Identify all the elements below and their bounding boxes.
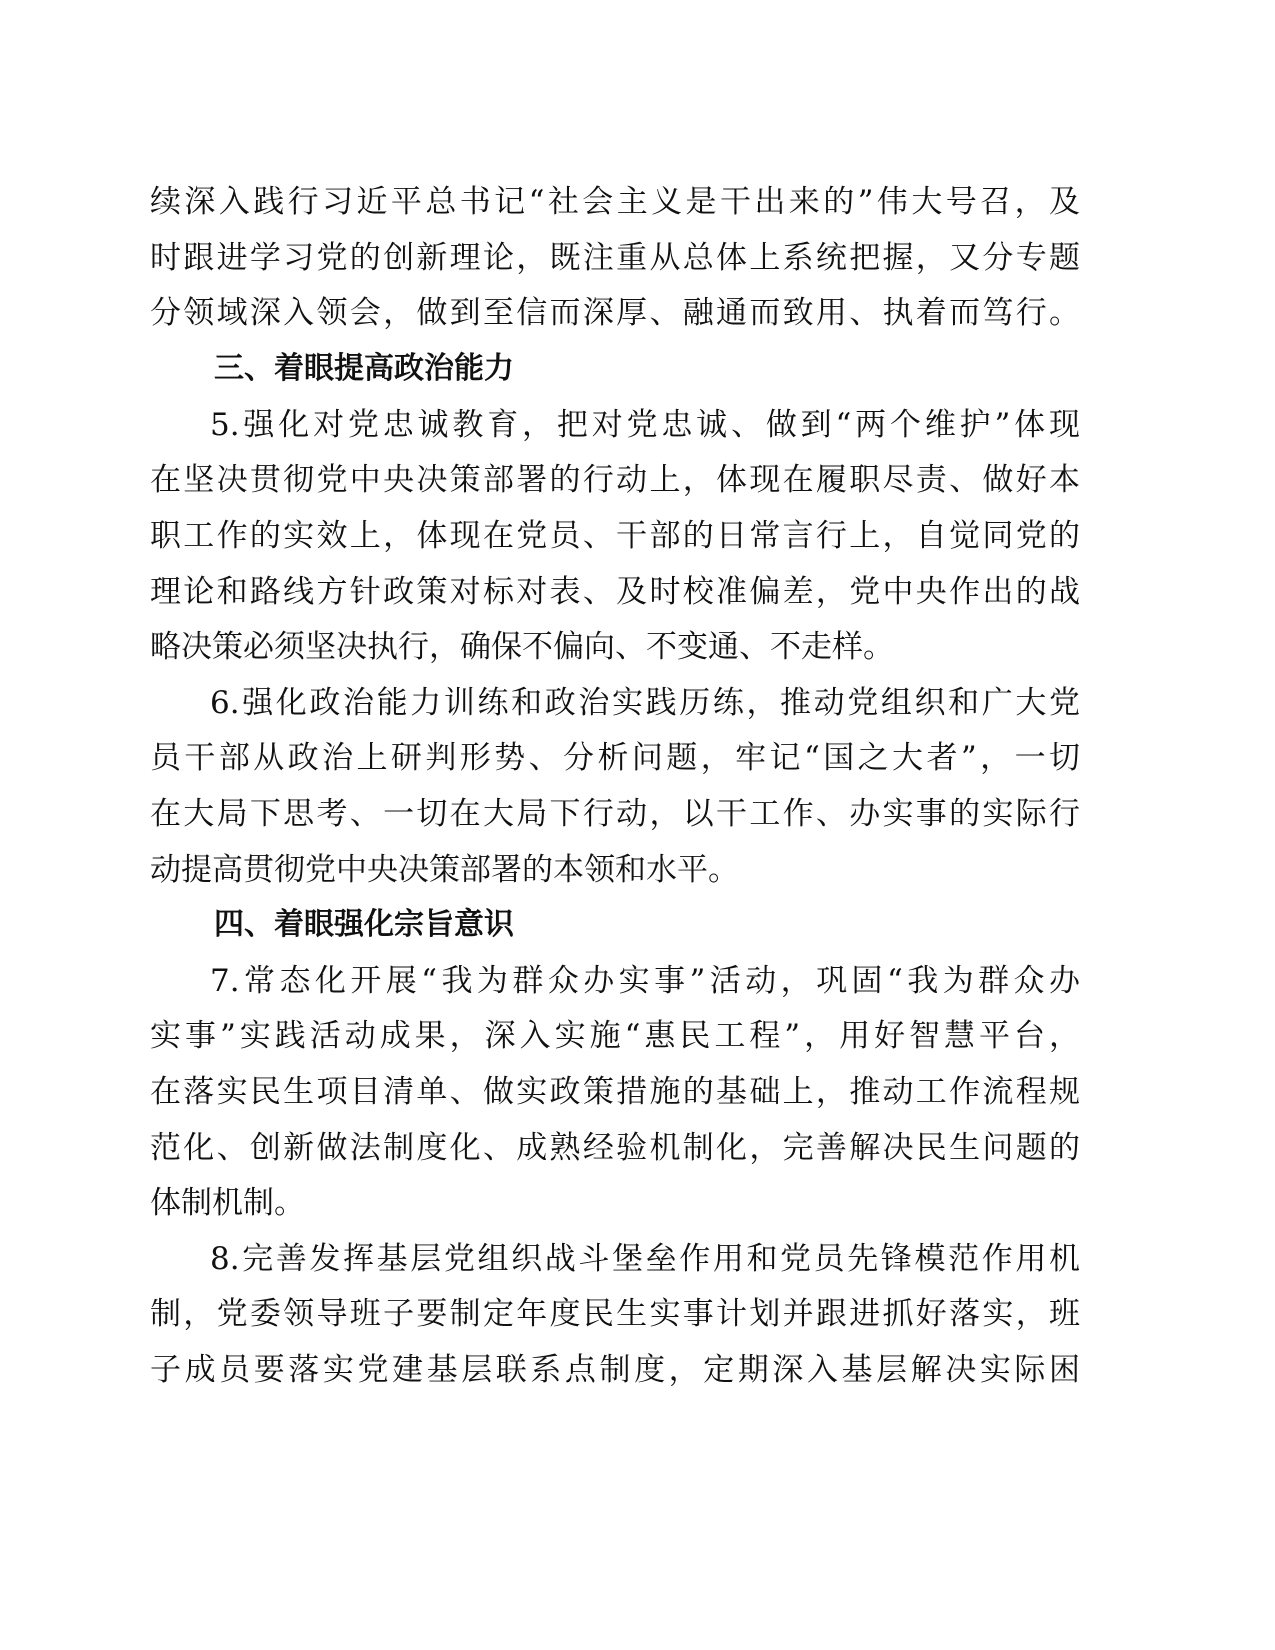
paragraph-line: 略决策必须坚决执行，确保不偏向、不变通、不走样。: [150, 629, 894, 665]
paragraph-line: 6.强化政治能力训练和政治实践历练，推动党组织和广大党: [210, 685, 1080, 721]
section-heading: 三、着眼提高政治能力: [214, 351, 514, 386]
paragraph-line: 子成员要落实党建基层联系点制度，定期深入基层解决实际困: [150, 1352, 1080, 1388]
paragraph-line: 在坚决贯彻党中央决策部署的行动上，体现在履职尽责、做好本: [150, 462, 1080, 498]
paragraph-line: 员干部从政治上研判形势、分析问题，牢记“国之大者”，一切: [150, 740, 1080, 776]
paragraph-line: 在大局下思考、一切在大局下行动，以干工作、办实事的实际行: [150, 796, 1080, 832]
paragraph-line: 实事”实践活动成果，深入实施“惠民工程”，用好智慧平台，: [150, 1018, 1080, 1054]
paragraph-line: 范化、创新做法制度化、成熟经验机制化，完善解决民生问题的: [150, 1130, 1080, 1166]
paragraph-line: 时跟进学习党的创新理论，既注重从总体上系统把握，又分专题: [150, 240, 1080, 276]
paragraph-line: 体制机制。: [150, 1185, 305, 1221]
paragraph-line: 职工作的实效上，体现在党员、干部的日常言行上，自觉同党的: [150, 518, 1080, 554]
paragraph-line: 8.完善发挥基层党组织战斗堡垒作用和党员先锋模范作用机: [210, 1241, 1080, 1277]
paragraph-line: 理论和路线方针政策对标对表、及时校准偏差，党中央作出的战: [150, 574, 1080, 610]
paragraph-line: 5.强化对党忠诚教育，把对党忠诚、做到“两个维护”体现: [210, 407, 1080, 443]
paragraph-line: 续深入践行习近平总书记“社会主义是干出来的”伟大号召，及: [150, 184, 1080, 220]
paragraph-line: 7.常态化开展“我为群众办实事”活动，巩固“我为群众办: [210, 963, 1080, 999]
section-heading: 四、着眼强化宗旨意识: [214, 907, 514, 942]
paragraph-line: 制，党委领导班子要制定年度民生实事计划并跟进抓好落实，班: [150, 1296, 1080, 1332]
paragraph-line: 在落实民生项目清单、做实政策措施的基础上，推动工作流程规: [150, 1074, 1080, 1110]
paragraph-line: 动提高贯彻党中央决策部署的本领和水平。: [150, 852, 739, 888]
paragraph-line: 分领域深入领会，做到至信而深厚、融通而致用、执着而笃行。: [150, 295, 1080, 331]
